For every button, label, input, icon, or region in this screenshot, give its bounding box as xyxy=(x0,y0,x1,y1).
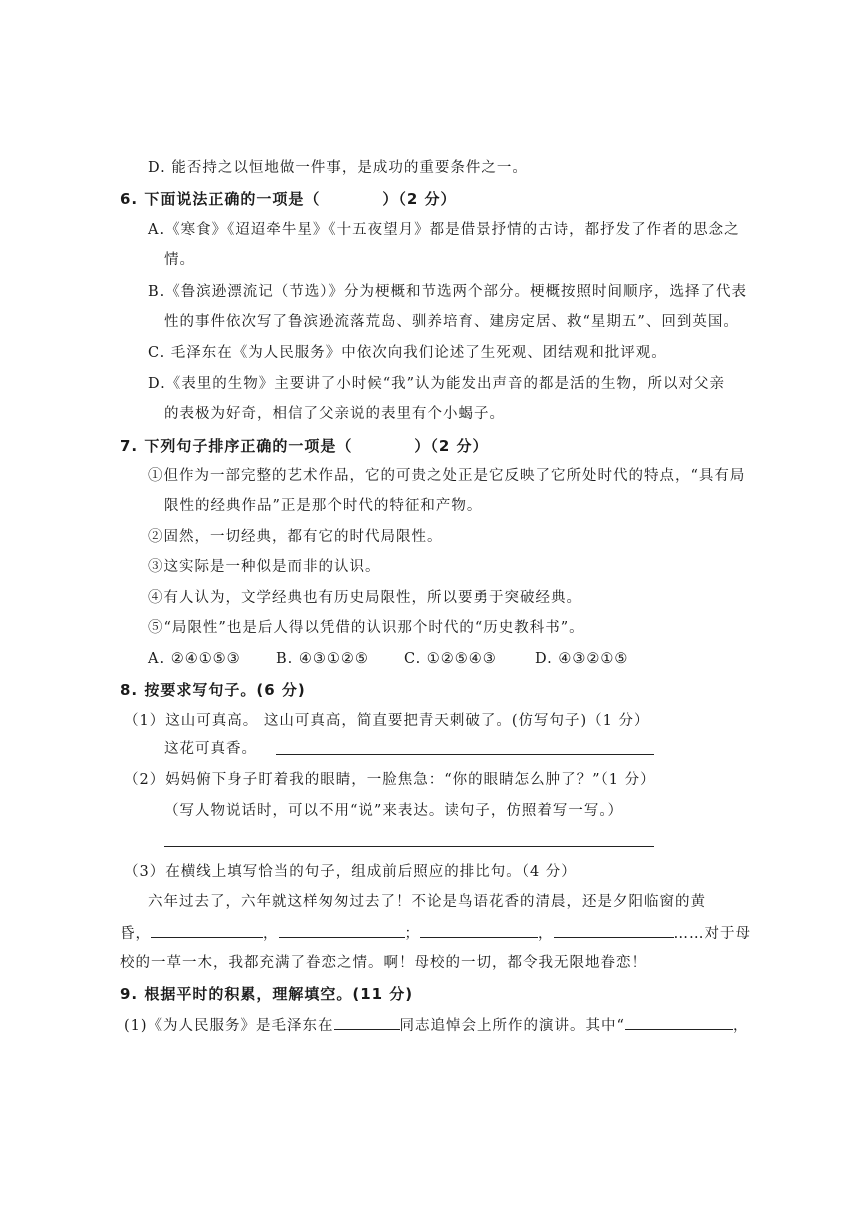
question-7-sentence-3: ③这实际是一种似是而非的认识。 xyxy=(148,559,381,575)
question-7-option-b: B. ④③①②⑤ xyxy=(276,651,369,667)
question-7-sentence-2: ②固然，一切经典，都有它的时代局限性。 xyxy=(148,529,443,545)
question-6-option-d-cont: 的表极为好奇，相信了父亲说的表里有个小蝎子。 xyxy=(164,406,505,422)
question-9-part-1 xyxy=(124,1015,748,1036)
question-8-part-3-passage-1: 六年过去了，六年就这样匆匆过去了！不论是鸟语花香的清晨，还是夕阳临窗的黄 xyxy=(148,894,706,910)
question-6-stem xyxy=(120,189,457,209)
passage-2-comma-2: ， xyxy=(538,926,554,942)
question-6-option-d: D.《表里的生物》主要讲了小时候“我”认为能发出声音的都是活的生物，所以对父亲 xyxy=(148,376,726,392)
question-8-part-3-passage-3: 校的一草一木，我都充满了眷恋之情。啊！母校的一切，都令我无限地眷恋！ xyxy=(120,955,647,971)
blank-3[interactable] xyxy=(420,923,538,938)
passage-2-comma-1: ， xyxy=(263,926,279,942)
question-6-option-c: C. 毛泽东在《为人民服务》中依次向我们论述了生死观、团结观和批评观。 xyxy=(148,345,667,361)
question-7-option-d: D. ④③②①⑤ xyxy=(535,651,629,667)
question-7-sentence-1-cont: 限性的经典作品”正是那个时代的特征和产物。 xyxy=(164,498,483,514)
question-9-stem: 9. 根据平时的积累，理解填空。(11 分) xyxy=(120,985,414,1003)
q9-blank-2[interactable] xyxy=(625,1015,733,1030)
question-8-part-1: （1）这山可真高。 这山可真高，简直要把青天刺破了。(仿写句子)（1 分） xyxy=(124,713,650,729)
q9-part-1-mid: 同志追悼会上所作的演讲。其中“ xyxy=(399,1018,625,1034)
question-7-option-a: A. ②④①⑤③ xyxy=(148,651,241,667)
option-d-prev: D. 能否持之以恒地做一件事，是成功的重要条件之一。 xyxy=(148,160,528,176)
question-7-text: 7. 下列句子排序正确的一项是（ xyxy=(120,437,353,455)
blank-1[interactable] xyxy=(151,923,263,938)
question-8-part-2-instruction: （写人物说话时，可以不用“说”来表达。读句子，仿照着写一写。） xyxy=(164,803,624,819)
blank-4[interactable] xyxy=(554,923,674,938)
question-6-score: ）（2 分） xyxy=(382,190,457,208)
passage-2-end: ……对于母 xyxy=(673,926,751,942)
question-8-stem: 8. 按要求写句子。(6 分) xyxy=(120,681,306,699)
question-6-option-a: A.《寒食》《迢迢牵牛星》《十五夜望月》都是借景抒情的古诗，都抒发了作者的思念之 xyxy=(148,222,740,238)
question-6-option-a-cont: 情。 xyxy=(164,252,195,268)
q9-part-1-start: (1)《为人民服务》是毛泽东在 xyxy=(124,1018,334,1034)
question-7-sentence-5: ⑤“局限性”也是后人得以凭借的认识那个时代的“历史教科书”。 xyxy=(148,620,585,636)
passage-2-semicolon: ； xyxy=(404,926,420,942)
question-6-text: 6. 下面说法正确的一项是（ xyxy=(120,190,321,208)
question-8-part-1-prompt: 这花可真香。 xyxy=(164,741,257,757)
passage-2-start: 昏， xyxy=(120,926,151,942)
question-6-option-b: B.《鲁滨逊漂流记（节选）》分为梗概和节选两个部分。梗概按照时间顺序，选择了代表 xyxy=(148,284,748,300)
question-7-sentence-1: ①但作为一部完整的艺术作品，它的可贵之处正是它反映了它所处时代的特点，“具有局 xyxy=(148,468,746,484)
question-7-sentence-4: ④有人认为，文学经典也有历史局限性，所以要勇于突破经典。 xyxy=(148,590,582,606)
question-8-part-2-answer-line[interactable] xyxy=(164,846,654,847)
blank-2[interactable] xyxy=(279,923,405,938)
question-8-part-3: （3）在横线上填写恰当的句子，组成前后照应的排比句。（4 分） xyxy=(124,864,577,880)
question-6-option-b-cont: 性的事件依次写了鲁滨逊流落荒岛、驯养培育、建房定居、救“星期五”、回到英国。 xyxy=(164,314,739,330)
question-8-part-2: （2）妈妈俯下身子盯着我的眼睛，一脸焦急：“你的眼睛怎么肿了？”（1 分） xyxy=(124,772,656,788)
q9-part-1-end: ， xyxy=(732,1018,749,1034)
question-8-part-3-passage-2 xyxy=(120,923,751,944)
question-7-score: ）（2 分） xyxy=(414,437,489,455)
question-7-stem xyxy=(120,436,489,456)
question-7-option-c: C. ①②⑤④③ xyxy=(404,651,497,667)
question-8-part-1-answer-line[interactable] xyxy=(276,754,654,755)
q9-blank-1[interactable] xyxy=(334,1015,400,1030)
